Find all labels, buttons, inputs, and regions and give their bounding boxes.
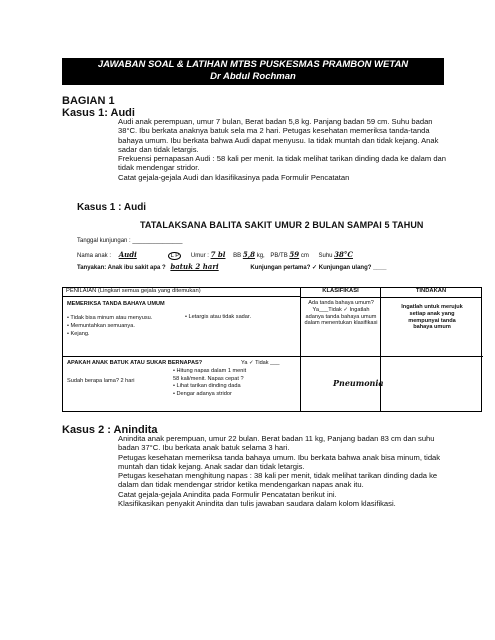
form-tanyakan-row — [77, 262, 386, 271]
kasus2-text — [118, 434, 448, 508]
penilaian-header: PENILAIAN (Lingkari semua gejala yang ditemukan) — [63, 288, 300, 297]
nama-label: Nama anak : — [77, 253, 112, 259]
form-tanggal: Tanggal kunjungan : _______________ — [77, 238, 183, 244]
kasus1-paragraph: Catat gejala-gejala Audi dan klasifikasinya pada Formulir Pencatatan — [118, 172, 350, 182]
kasus2-paragraph: Klasifikasikan penyakit Anindita dan tulis jawaban saudara dalam kolom klasifikasi. — [118, 499, 396, 509]
klasifikasi-header: KLASIFIKASI — [301, 288, 380, 298]
batuk-title: APAKAH ANAK BATUK ATAU SUKAR BERNAPAS? — [67, 360, 203, 366]
kasus2-paragraph: Anindita anak perempuan, umur 22 bulan. Berat badan 11 kg, Panjang badan 83 cm dan suhu badan 37°C. Ibu berkata anak batuk selama 3 hari. — [118, 434, 435, 453]
tanyakan-label: Tanyakan: Anak ibu sakit apa ? — [77, 265, 166, 271]
batuk-item: • Hitung napas dalam 1 menit — [173, 368, 247, 374]
pbtb-label: PB/TB — [270, 253, 288, 259]
tindakan-bahaya: Ingatlah untuk merujuk setiap anak yang mempunyai tanda bahaya umum — [401, 304, 463, 331]
klasifikasi-column — [301, 288, 381, 411]
bahaya-item: • Tidak bisa minum atau menyusu. — [67, 315, 153, 321]
bahaya-list — [67, 314, 152, 338]
sudah-berapa-lama: Sudah berapa lama? 2 hari — [67, 378, 135, 384]
form-title: TATALAKSANA BALITA SAKIT UMUR 2 BULAN SAMPAI 5 TAHUN — [140, 220, 424, 230]
kasus2-paragraph: Petugas kesehatan memeriksa tanda bahaya umum. Ibu berkata bahwa anak bisa minum, tidak muntah dan tidak kejang. Anak sadar dan tidak letargis. — [118, 452, 441, 471]
kasus2-paragraph: Petugas kesehatan menghitung napas : 38 kali per menit, tidak melihat tarikan dinding dada ke dalam dan tidak mendengar stridor ketika mendengarkan napas anak itu. — [118, 471, 438, 490]
bb-label: BB — [233, 253, 242, 259]
bb-value: 5,8 — [242, 250, 256, 259]
kunjungan-label: Kunjungan pertama? ✓ Kunjungan ulang? ____ — [250, 265, 387, 271]
form-nama-row — [77, 250, 353, 259]
kasus1-paragraph: Frekuensi pernapasan Audi : 58 kali per menit. Ia tidak melihat tarikan dinding dada ke dalam dan tidak mendengar stridor. — [118, 154, 446, 173]
kasus1-text — [118, 117, 448, 182]
batuk-item: 58 kali/menit. Napas cepat ? — [173, 375, 244, 382]
form-kasus-label: Kasus 1 : Audi — [77, 202, 147, 213]
tindakan-header: TINDAKAN — [381, 288, 481, 298]
header-line-2: Dr Abdul Rochman — [210, 71, 296, 82]
kasus1-paragraph: Audi anak perempuan, umur 7 bulan, Berat badan 5,8 kg. Panjang badan 59 cm. Suhu badan 38°C. Ibu berkata anaknya batuk sela ma 2 hari. Petugas kesehatan memeriksa tanda-tanda bahaya umum. Ibu berkata bahwa Audi dapat menyusu. Ia tidak muntah dan tidak kejang. Anak sadar dan tidak letargis. — [118, 117, 439, 154]
bahaya-title: MEMERIKSA TANDA BAHAYA UMUM — [67, 301, 165, 307]
klasifikasi-bahaya: Ada tanda bahaya umum? Ya___Tidak ✓ Ingatlah adanya tanda bahaya umum dalam menentukan klasifikasi — [304, 300, 378, 327]
suhu-label: Suhu — [318, 253, 333, 259]
tindakan-column — [381, 288, 481, 411]
assessment-table — [62, 287, 482, 412]
batuk-list — [173, 368, 246, 398]
suhu-value: 38°C — [334, 250, 353, 259]
recording-form-image — [62, 200, 482, 415]
bahaya-item: • Kejang. — [67, 331, 90, 337]
bahaya-item-letargis: • Letargis atau tidak sadar. — [185, 314, 252, 320]
kg-unit: kg, — [256, 253, 265, 259]
pbtb-value: 59 — [289, 250, 300, 259]
cm-unit: cm — [300, 253, 309, 259]
kasus1-title: Kasus 1: Audi — [62, 107, 135, 119]
gender-circle: L P — [170, 253, 180, 259]
bahaya-item: • Memuntahkan semuanya. — [67, 323, 135, 329]
document-header — [62, 58, 444, 85]
tanyakan-value: batuk 2 hari — [170, 262, 219, 271]
header-line-1: JAWABAN SOAL & LATIHAN MTBS PUSKESMAS PRAMBON WETAN — [97, 59, 409, 70]
batuk-item: • Dengar adanya stridor — [173, 390, 232, 397]
umur-label: Umur : — [190, 253, 209, 259]
umur-value: 7 bl — [210, 250, 226, 259]
table-row-divider — [63, 356, 483, 357]
batuk-ya-tidak: Ya ✓ Tidak ___ — [241, 360, 280, 366]
klasifikasi-pneumonia: Pneumonia — [333, 378, 384, 388]
kasus2-title: Kasus 2 : Anindita — [62, 424, 158, 436]
kasus2-paragraph: Catat gejala-gejala Anindita pada Formulir Pencatatan berikut ini. — [118, 489, 337, 499]
penilaian-column — [63, 288, 301, 411]
nama-value: Audi — [118, 250, 137, 259]
batuk-item: • Lihat tarikan dinding dada — [173, 383, 241, 389]
section-title: BAGIAN 1 — [62, 95, 115, 107]
